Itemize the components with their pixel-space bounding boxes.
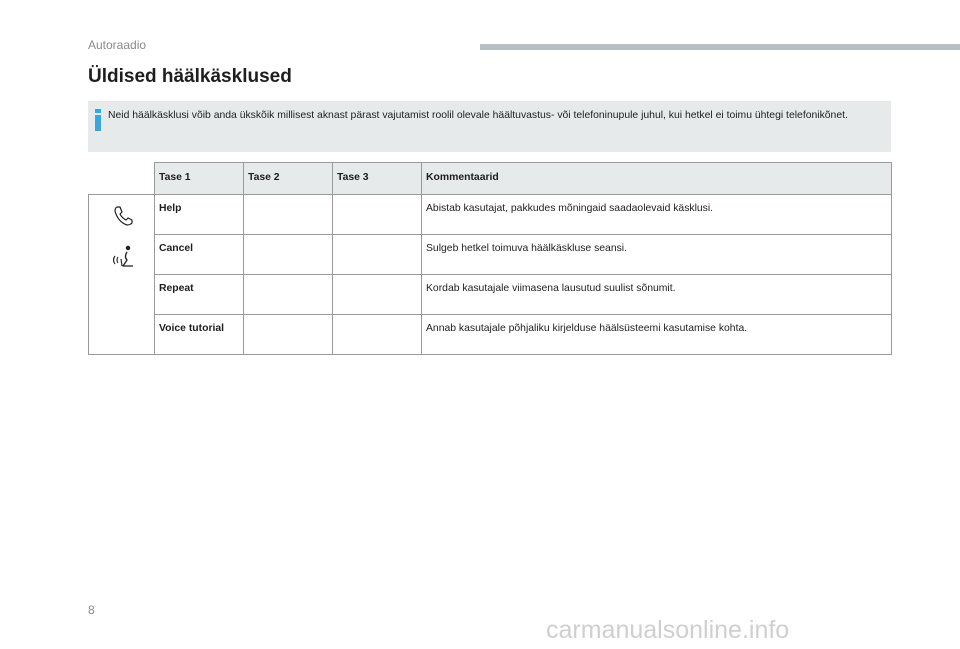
table-row <box>89 195 892 235</box>
comment-cell: Kordab kasutajale viimasena lausutud suulist sõnumit. <box>422 275 892 315</box>
info-text: Neid häälkäsklusi võib anda ükskõik millisest aknast pärast vajutamist roolil olevale häältuvastus- või telefoninupule juhul, kui hetkel ei toimu ühtegi telefonikõnet. <box>108 110 848 121</box>
level1-cell: Cancel <box>155 235 244 275</box>
page-number: 8 <box>88 603 95 617</box>
header-bar <box>480 44 960 50</box>
level2-cell <box>244 275 333 315</box>
table-row <box>89 315 892 355</box>
comment-cell: Abistab kasutajat, pakkudes mõningaid saadaolevaid käsklusi. <box>422 195 892 235</box>
table-row <box>89 275 892 315</box>
column-header-level2: Tase 2 <box>244 163 333 195</box>
commands-table <box>88 162 892 355</box>
level3-cell <box>333 275 422 315</box>
icon-cell <box>89 195 155 355</box>
comment-cell: Sulgeb hetkel toimuva häälkäskluse seansi. <box>422 235 892 275</box>
level2-cell <box>244 315 333 355</box>
column-header-comments: Kommentaarid <box>422 163 892 195</box>
level1-cell: Repeat <box>155 275 244 315</box>
level1-cell: Voice tutorial <box>155 315 244 355</box>
table-row <box>89 235 892 275</box>
column-header-level1: Tase 1 <box>155 163 244 195</box>
watermark: carmanualsonline.info <box>546 616 790 644</box>
info-icon <box>94 109 102 136</box>
level1-cell: Help <box>155 195 244 235</box>
voice-command-icon <box>113 245 133 271</box>
info-box <box>88 101 891 152</box>
level3-cell <box>333 195 422 235</box>
level3-cell <box>333 235 422 275</box>
table-header-blank <box>89 163 155 195</box>
section-label: Autoraadio <box>88 38 147 52</box>
phone-icon <box>113 205 133 227</box>
page-title: Üldised häälkäsklused <box>88 66 292 87</box>
table-header-row <box>89 163 892 195</box>
level2-cell <box>244 235 333 275</box>
level2-cell <box>244 195 333 235</box>
level3-cell <box>333 315 422 355</box>
comment-cell: Annab kasutajale põhjaliku kirjelduse häälsüsteemi kasutamise kohta. <box>422 315 892 355</box>
column-header-level3: Tase 3 <box>333 163 422 195</box>
